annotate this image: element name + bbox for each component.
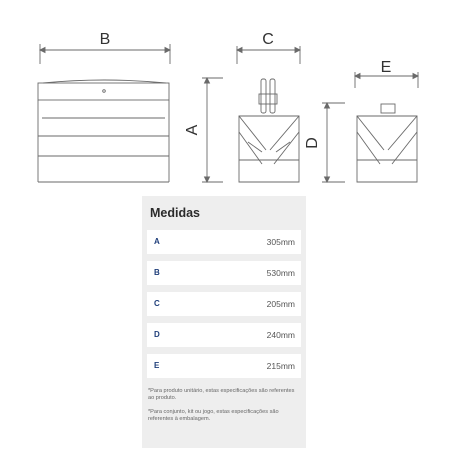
measurements-panel [142, 196, 306, 448]
dimension-label-b: B [99, 31, 111, 48]
footnote-kit-packaging: *Para conjunto, kit ou jogo, estas especificações são referentes à embalagem. [148, 409, 279, 423]
measurement-value: 205mm [266, 299, 295, 309]
measurement-row-b [147, 261, 301, 285]
measurement-row-d [147, 323, 301, 347]
measurement-value: 215mm [266, 361, 295, 371]
measurement-key: A [154, 237, 160, 246]
measurement-row-c [147, 292, 301, 316]
measurement-key: D [154, 330, 160, 339]
dimension-label-c: C [262, 31, 274, 48]
dimension-label-d: D [304, 137, 321, 149]
measurement-value: 305mm [266, 237, 295, 247]
dimension-label-a: A [184, 124, 201, 136]
measurement-row-e [147, 354, 301, 378]
front-view [38, 44, 170, 182]
measurement-value: 240mm [266, 330, 295, 340]
measurement-value: 530mm [266, 268, 295, 278]
measurement-key: B [154, 268, 160, 277]
dimension-label-e: E [380, 59, 392, 76]
measurement-row-a [147, 230, 301, 254]
measurement-key: E [154, 361, 160, 370]
toolbox-dimension-diagram [0, 0, 460, 200]
measurement-key: C [154, 299, 160, 308]
measurements-title: Medidas [150, 206, 201, 220]
right-view [322, 72, 418, 182]
side-view [202, 46, 300, 182]
footnote-unit-product: *Para produto unitário, estas especificações são referentes ao produto. [148, 388, 295, 402]
